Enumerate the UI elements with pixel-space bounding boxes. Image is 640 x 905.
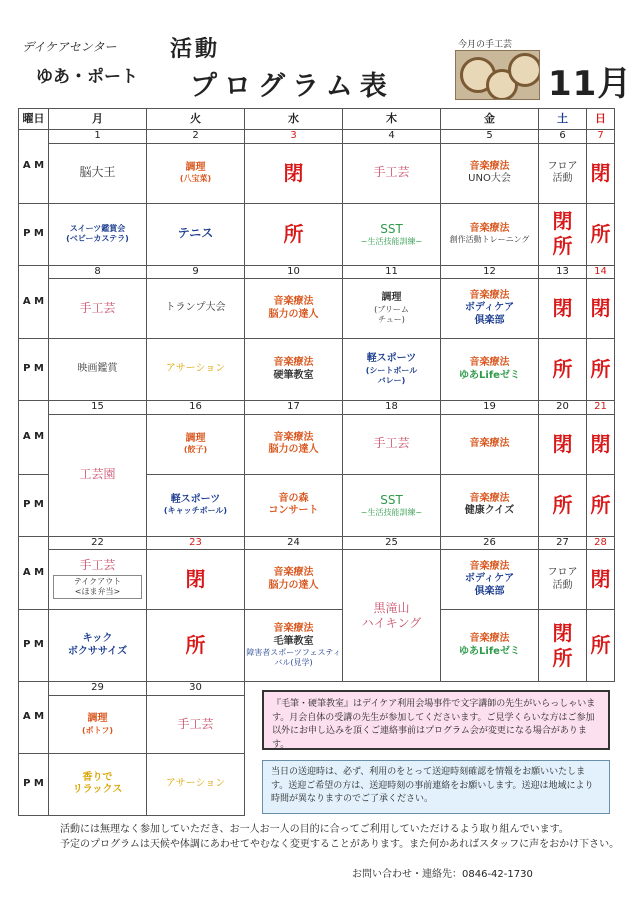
- date-cell: 7: [587, 130, 615, 144]
- page-title-line2: プログラム表: [190, 71, 394, 102]
- note-blue: 当日の送迎時は、必ず、利用のをとって送迎時刻確認を情報をお願いいたします。送迎ご希望の方は、送迎時刻の事前連絡をお願いします。送迎は地域により時間が異なりますのでご了承ください。: [262, 760, 610, 814]
- date-cell: 14: [587, 265, 615, 279]
- activity-cell: フロア 活動: [539, 143, 587, 203]
- takeout-box: テイクアウト <ほま弁当>: [53, 575, 142, 599]
- date-cell: 15: [49, 401, 147, 415]
- month-label: 11月: [548, 64, 633, 104]
- center-name: ゆあ・ポート: [36, 67, 138, 87]
- activity-cell: 音楽療法 健康クイズ: [441, 474, 539, 536]
- footer-text: [60, 822, 620, 852]
- weekday-header: 水: [245, 109, 343, 130]
- am-label: A M: [19, 536, 49, 610]
- activity-cell: 調理 (餃子): [147, 414, 245, 474]
- weekday-header: 土: [539, 109, 587, 130]
- am-label: A M: [19, 401, 49, 475]
- date-cell: 6: [539, 130, 587, 144]
- pm-label: P M: [19, 339, 49, 401]
- weekday-header: 木: [343, 109, 441, 130]
- activity-cell: 閉: [587, 550, 615, 610]
- date-cell: 5: [441, 130, 539, 144]
- pm-label: P M: [19, 203, 49, 265]
- date-cell: 29: [49, 682, 147, 696]
- activity-cell: トランプ大会: [147, 279, 245, 339]
- date-cell: 3: [245, 130, 343, 144]
- activity-cell: 閉: [587, 143, 615, 203]
- date-cell: 16: [147, 401, 245, 415]
- activity-cell: アサーション: [147, 753, 245, 815]
- date-cell: 13: [539, 265, 587, 279]
- footer-line-2: 予定のプログラムは天候や体調にあわせてやむなく変更することがあります。また何かあればスタッフに声をおかけ下さい。: [60, 839, 620, 850]
- center-label: デイケアセンター: [22, 40, 117, 54]
- activity-cell: 音楽療法 ゆあLifeゼミ: [441, 339, 539, 401]
- crafts-photo: [455, 50, 540, 100]
- activity-cell: 所: [587, 339, 615, 401]
- activity-cell: 映画鑑賞: [49, 339, 147, 401]
- weekday-row: [19, 109, 615, 130]
- activity-cell: 所: [587, 474, 615, 536]
- activity-cell: SST ~生活技能訓練~: [343, 203, 441, 265]
- activity-cell: 工芸園: [49, 414, 147, 536]
- activity-cell: 閉 所: [539, 610, 587, 682]
- date-cell: 11: [343, 265, 441, 279]
- date-cell: 30: [147, 682, 245, 696]
- activity-cell: 手工芸 テイクアウト <ほま弁当>: [49, 550, 147, 610]
- activity-cell: 手工芸: [343, 143, 441, 203]
- date-cell: 27: [539, 536, 587, 550]
- date-cell: 20: [539, 401, 587, 415]
- activity-cell: 音楽療法 脳力の達人: [245, 414, 343, 474]
- date-cell: 8: [49, 265, 147, 279]
- activity-cell: 音楽療法: [441, 414, 539, 474]
- activity-cell: 閉: [587, 279, 615, 339]
- date-cell: 17: [245, 401, 343, 415]
- activity-cell: 調理 (ポトフ): [49, 695, 147, 753]
- note-pink: 『毛筆・硬筆教室』はデイケア利用会場事件で文字講師の先生がいらっしゃいます。月会自体の受講の先生が参加してくださいます。ご見学くらいな方はご参加以外にお申し込みを頂くご連絡事前はプログラム会が変更になる場合があります。: [262, 690, 610, 750]
- date-cell: 2: [147, 130, 245, 144]
- activity-cell: 音楽療法 脳力の達人: [245, 550, 343, 610]
- activity-cell: 音の森 コンサート: [245, 474, 343, 536]
- date-cell: 12: [441, 265, 539, 279]
- date-cell: 28: [587, 536, 615, 550]
- photo-caption: 今月の手工芸: [458, 40, 513, 50]
- activity-cell: 音楽療法 脳力の達人: [245, 279, 343, 339]
- activity-cell: 所: [245, 203, 343, 265]
- activity-cell: 閉: [587, 414, 615, 474]
- am-label: A M: [19, 130, 49, 204]
- activity-cell: SST ~生活技能訓練~: [343, 474, 441, 536]
- weekday-header: 月: [49, 109, 147, 130]
- activity-cell: 軽スポーツ (シートボール バレー): [343, 339, 441, 401]
- activity-cell: 閉 所: [539, 203, 587, 265]
- date-cell: 22: [49, 536, 147, 550]
- activity-cell: 音楽療法 毛筆教室 障害者スポーツフェスティバル(見学): [245, 610, 343, 682]
- contact-info: お問い合わせ・連絡先：0846-42-1730: [352, 869, 533, 880]
- activity-cell: 閉: [147, 550, 245, 610]
- activity-cell: 軽スポーツ (キャッチボール): [147, 474, 245, 536]
- am-label: A M: [19, 265, 49, 339]
- activity-cell: 音楽療法 ボディケア 倶楽部: [441, 550, 539, 610]
- weekday-header: 火: [147, 109, 245, 130]
- pm-label: P M: [19, 753, 49, 815]
- activity-cell: 所: [147, 610, 245, 682]
- activity-cell: 音楽療法 ゆあLifeゼミ: [441, 610, 539, 682]
- activity-cell: 香りで リラックス: [49, 753, 147, 815]
- date-cell: 21: [587, 401, 615, 415]
- activity-cell: 手工芸: [147, 695, 245, 753]
- activity-cell: 音楽療法 創作活動トレーニング: [441, 203, 539, 265]
- activity-cell: 所: [587, 203, 615, 265]
- weekday-header: 日: [587, 109, 615, 130]
- activity-cell: 所: [539, 339, 587, 401]
- date-cell: 1: [49, 130, 147, 144]
- date-cell: 9: [147, 265, 245, 279]
- activity-cell: フロア 活動: [539, 550, 587, 610]
- activity-cell: アサーション: [147, 339, 245, 401]
- activity-cell: 所: [539, 474, 587, 536]
- pm-label: P M: [19, 610, 49, 682]
- am-label: A M: [19, 682, 49, 754]
- activity-cell: スイーツ鑑賞会 (ベビーカステラ): [49, 203, 147, 265]
- date-cell: 18: [343, 401, 441, 415]
- date-cell: 26: [441, 536, 539, 550]
- date-cell: 23: [147, 536, 245, 550]
- weekday-header: 金: [441, 109, 539, 130]
- activity-cell: 音楽療法 ボディケア 倶楽部: [441, 279, 539, 339]
- activity-cell: 調理 (ブリーム チュー): [343, 279, 441, 339]
- activity-cell: 調理 (八宝菜): [147, 143, 245, 203]
- weekday-header: 曜日: [19, 109, 49, 130]
- activity-cell: 黒滝山 ハイキング: [343, 550, 441, 682]
- activity-cell: 音楽療法 硬筆教室: [245, 339, 343, 401]
- activity-cell: 閉: [245, 143, 343, 203]
- footer-line-1: 活動には無理なく参加していただき、お一人お一人の目的に合ってご利用していただけるよう取り組んでいます。: [60, 824, 569, 835]
- pm-label: P M: [19, 474, 49, 536]
- activity-cell: 脳大王: [49, 143, 147, 203]
- activity-cell: テニス: [147, 203, 245, 265]
- activity-cell: 手工芸: [343, 414, 441, 474]
- activity-cell: 音楽療法 UNO大会: [441, 143, 539, 203]
- page-title-line1: 活動: [170, 37, 221, 62]
- activity-cell: 閉: [539, 414, 587, 474]
- date-cell: 19: [441, 401, 539, 415]
- activity-cell: 手工芸: [49, 279, 147, 339]
- activity-cell: 閉: [539, 279, 587, 339]
- date-cell: 4: [343, 130, 441, 144]
- activity-cell: 所: [587, 610, 615, 682]
- date-cell: 25: [343, 536, 441, 550]
- date-cell: 24: [245, 536, 343, 550]
- date-cell: 10: [245, 265, 343, 279]
- activity-cell: キック ボクササイズ: [49, 610, 147, 682]
